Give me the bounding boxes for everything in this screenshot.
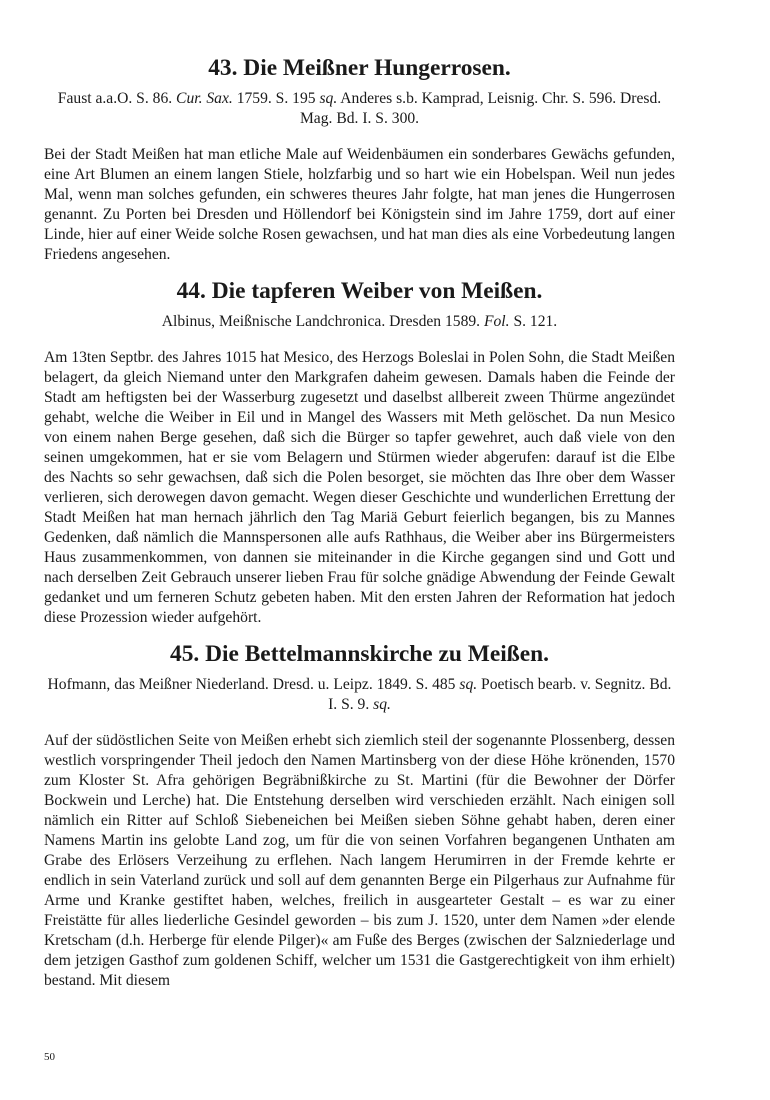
- section-source-44: [44, 312, 675, 332]
- section-body-43: Bei der Stadt Meißen hat man etliche Male auf Weidenbäumen ein sonderbares Gewächs gefunden, eine Art Blumen an einem langen Stiele, holzfarbig und so hart wie ein Hobelspan. Weil nun jedes Mal, wenn man solches gefunden, ein schweres theures Jahr folgte, hat man jenes die Hungerrosen genannt. Zu Porten bei Dresden und Höllendorf bei Königstein sind im Jahre 1759, dort auf einer Linde, hier auf einer Weide solche Rosen gewachsen, und hat man dies als eine Vorbedeutung langen Friedens angesehen.: [44, 146, 675, 263]
- source-text-run: Albinus, Meißnische Landchronica. Dresden 1589.: [161, 313, 484, 330]
- section-source-45: [44, 675, 675, 715]
- source-text-run: sq.: [319, 90, 338, 107]
- source-text-run: Faust a.a.O. S. 86.: [57, 90, 177, 107]
- source-text-run: Cur. Sax.: [176, 90, 233, 107]
- source-text-run: Fol.: [483, 313, 510, 330]
- source-text-run: 1759. S. 195: [232, 90, 320, 107]
- source-text-run: sq.: [373, 696, 391, 713]
- source-text-run: S. 121.: [509, 313, 558, 330]
- section-title-43: 43. Die Meißner Hungerrosen.: [208, 55, 511, 81]
- section-title-44: 44. Die tapferen Weiber von Meißen.: [176, 278, 543, 304]
- section-body-45: Auf der südöstlichen Seite von Meißen erhebt sich ziemlich steil der sogenannte Plossenberg, dessen westlich vorspringender Theil jedoch den Namen Martinsberg von der diese Höhe krönenden, 1570 zum Kloster St. Afra gehörigen Begräbnißkirche zu St. Martini (für die Bewohner der Dörfer Bockwein und Lerche) hat. Die Entstehung derselben wird verschieden erzählt. Nach einigen soll nämlich ein Ritter auf Schloß Siebeneichen bei Meißen sieben Söhne gehabt haben, deren einer Namens Martin ins gelobte Land zog, um für die von seinen Vorfahren begangenen Unthaten am Grabe des Erlösers Verzeihung zu erflehen. Nach langem Herumirren in der Fremde kehrte er endlich in sein Vaterland zurück und soll auf dem genannten Berge ein Pilgerhaus zur Aufnahme für Arme und Kranke gestiftet haben, welches, freilich in ausgearteter Gestalt – es war zu einer Freistätte für alles liederliche Gesindel geworden – bis zum J. 1520, unter dem Namen »der elende Kretscham (d.h. Herberge für elende Pilger)« am Fuße des Berges (zwischen der Salzniederlage und dem jetzigen Gasthof zum goldenen Schiff, welcher um 1531 die Gastgerechtigkeit von ihm erhielt) bestand. Mit diesem: [44, 732, 675, 989]
- section-title-45: 45. Die Bettelmannskirche zu Meißen.: [170, 641, 549, 667]
- source-text-run: Poetisch bearb. v. Segnitz. Bd. I. S. 9.: [328, 676, 672, 713]
- source-text-run: sq.: [459, 676, 478, 693]
- page-number: 50: [44, 1051, 55, 1063]
- page-content: [44, 55, 675, 991]
- source-text-run: Anderes s.b. Kamprad, Leisnig. Chr. S. 596. Dresd. Mag. Bd. I. S. 300.: [299, 90, 662, 127]
- source-text-run: Hofmann, das Meißner Niederland. Dresd. u. Leipz. 1849. S. 485: [47, 676, 460, 693]
- section-body-44: Am 13ten Septbr. des Jahres 1015 hat Mesico, des Herzogs Boleslai in Polen Sohn, die Stadt Meißen belagert, da gleich Niemand unter den Markgrafen daheim gewesen. Damals haben die Feinde der Stadt am heftigsten bei der Wasserburg zugesetzt und daselbst allbereit zween Thürme angezündet gehabt, welche die Weiber in Eil und in Mangel des Wassers mit Meth gelöschet. Da nun Mesico von einem nahen Berge gesehen, daß sich die Bürger so tapfer gewehret, auch daß viele von den seinen umgekommen, hat er sie vom Belagern und Stürmen wieder abgerufen: darauf ist die Elbe des Nachts so sehr gewachsen, daß sich die Polen besorget, sie möchten das Ihre ober dem Wasser verlieren, sich derowegen davon gemacht. Wegen dieser Geschichte und wunderlichen Errettung der Stadt Meißen hat man hernach jährlich den Tag Mariä Geburt feierlich begangen, bis zu Mannes Gedenken, daß nämlich die Mannspersonen alle aufs Rathhaus, die Weiber aber ins Bürgermeisters Haus zusammenkommen, von dannen sie miteinander in die Kirche gegangen sind und Gott und nach derselben Zeit Gebrauch unserer lieben Frau für solche gnädige Abwendung der Feinde Gewalt gedanket und um ferneren Schutz gebeten haben. Mit den ersten Jahren der Reformation hat jedoch diese Prozession wieder aufgehört.: [44, 349, 675, 626]
- section-source-43: [44, 89, 675, 129]
